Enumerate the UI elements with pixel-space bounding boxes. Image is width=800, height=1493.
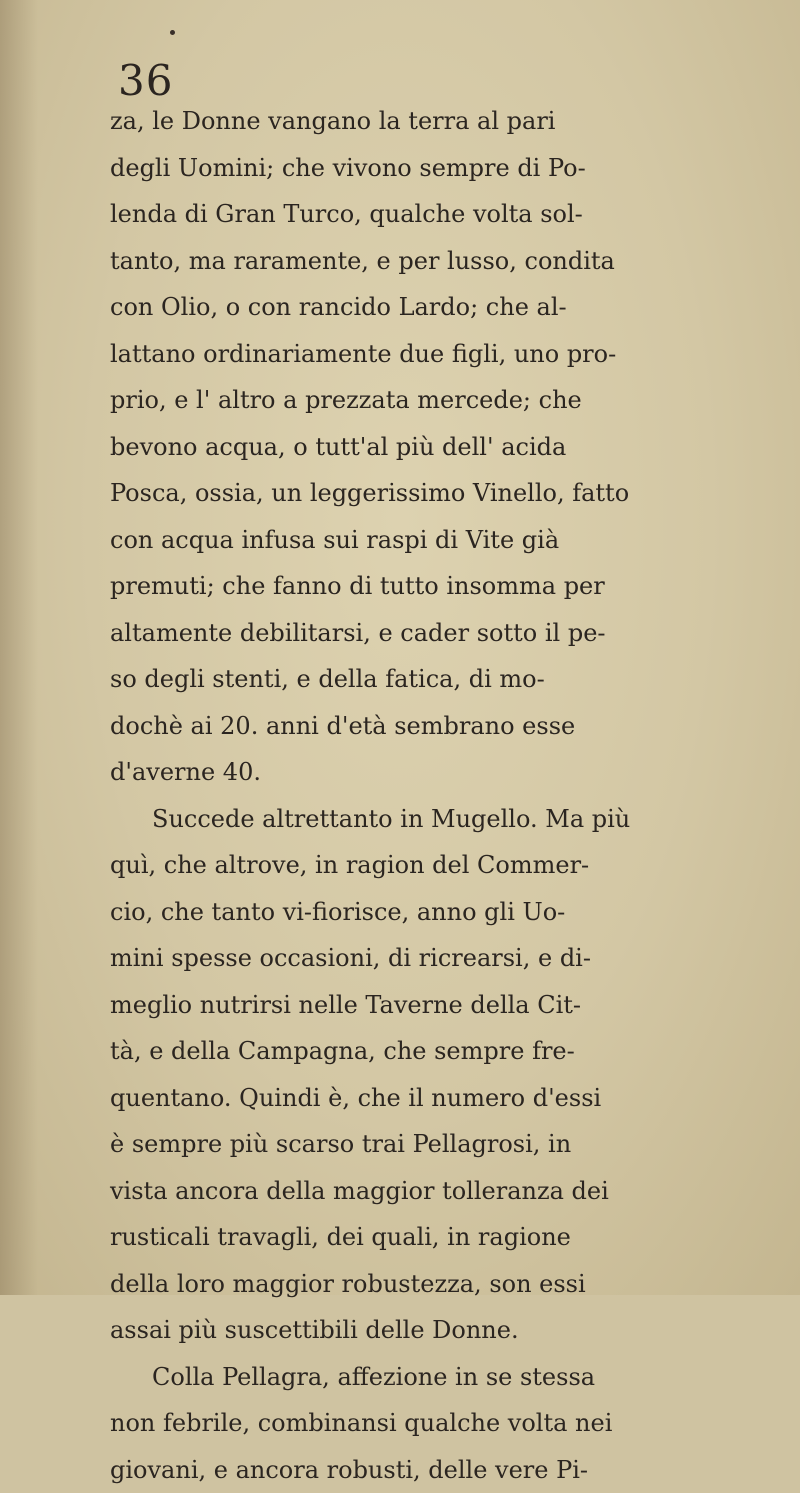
text-line: con Olio, o con rancido Lardo; che al- bbox=[110, 284, 800, 331]
text-line: vista ancora della maggior tolleranza dei bbox=[110, 1168, 800, 1215]
text-line: Colla Pellagra, affezione in se stessa bbox=[110, 1354, 800, 1401]
text-line: so degli stenti, e della fatica, di mo- bbox=[110, 656, 800, 703]
body-text bbox=[110, 98, 800, 1493]
text-line: quì, che altrove, in ragion del Commer- bbox=[110, 842, 800, 889]
text-line: con acqua infusa sui raspi di Vite già bbox=[110, 517, 800, 564]
text-line: lattano ordinariamente due figli, uno pro- bbox=[110, 331, 800, 378]
text-line: della loro maggior robustezza, son essi bbox=[110, 1261, 800, 1308]
text-line: degli Uomini; che vivono sempre di Po- bbox=[110, 145, 800, 192]
text-line: bevono acqua, o tutt'al più dell' acida bbox=[110, 424, 800, 471]
binding-shadow bbox=[0, 0, 38, 1295]
text-line: tà, e della Campagna, che sempre fre- bbox=[110, 1028, 800, 1075]
text-line: za, le Donne vangano la terra al pari bbox=[110, 98, 800, 145]
text-line: non febrile, combinansi qualche volta nei bbox=[110, 1400, 800, 1447]
text-line: meglio nutrirsi nelle Taverne della Cit- bbox=[110, 982, 800, 1029]
ink-speck bbox=[170, 30, 175, 35]
text-line: è sempre più scarso trai Pellagrosi, in bbox=[110, 1121, 800, 1168]
text-line: mini spesse occasioni, di ricrearsi, e di- bbox=[110, 935, 800, 982]
page-number: 36 bbox=[118, 60, 173, 102]
text-line: altamente debilitarsi, e cader sotto il pe- bbox=[110, 610, 800, 657]
text-line: rusticali travagli, dei quali, in ragione bbox=[110, 1214, 800, 1261]
text-line: prio, e l' altro a prezzata mercede; che bbox=[110, 377, 800, 424]
text-line: Succede altrettanto in Mugello. Ma più bbox=[110, 796, 800, 843]
text-line: lenda di Gran Turco, qualche volta sol- bbox=[110, 191, 800, 238]
text-line: assai più suscettibili delle Donne. bbox=[110, 1307, 800, 1354]
text-line: tanto, ma raramente, e per lusso, condita bbox=[110, 238, 800, 285]
text-line: Posca, ossia, un leggerissimo Vinello, fatto bbox=[110, 470, 800, 517]
text-line: cio, che tanto vi-fiorisce, anno gli Uo- bbox=[110, 889, 800, 936]
text-line: premuti; che fanno di tutto insomma per bbox=[110, 563, 800, 610]
text-line: quentano. Quindi è, che il numero d'essi bbox=[110, 1075, 800, 1122]
text-line: d'averne 40. bbox=[110, 749, 800, 796]
text-line: giovani, e ancora robusti, delle vere Pi- bbox=[110, 1447, 800, 1493]
text-line: dochè ai 20. anni d'età sembrano esse bbox=[110, 703, 800, 750]
